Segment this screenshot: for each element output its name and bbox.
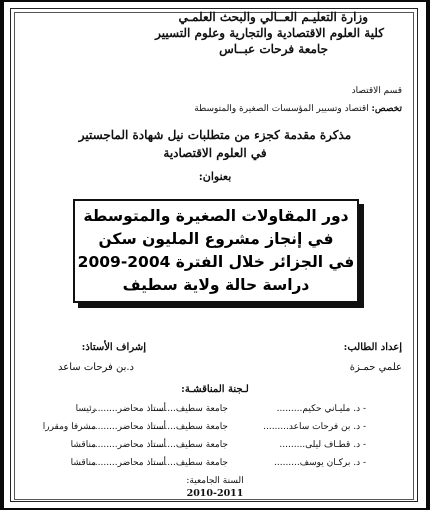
university-name: جامعة فرحات عبــاس (219, 42, 328, 56)
member-rank: أستاذ محاضر......... (91, 404, 166, 414)
department: قسم الاقتصاد (351, 86, 402, 96)
student-name: علمي حمـزة (349, 362, 402, 373)
academic-year: 2010-2011 (186, 488, 244, 499)
member-role: مناقشا (70, 440, 96, 450)
thesis-title-box (73, 199, 359, 303)
academic-year-label: السنة الجامعية: (186, 476, 244, 486)
committee-heading: لـجنة المناقشـة: (181, 384, 249, 395)
member-role: رئيسا (75, 404, 96, 414)
student-label: إعداد الطالب: (343, 342, 402, 353)
title-line-4: دراسة حالة ولاية سطيف (122, 276, 310, 294)
committee-member (28, 440, 366, 456)
document-page (4, 2, 426, 508)
supervisor-label: إشراف الأستاذ: (81, 342, 146, 353)
member-role: مناقشا (70, 458, 96, 468)
member-rank: أستاذ محاضر......... (91, 440, 166, 450)
specialization-row (194, 104, 402, 114)
member-name: - د. مليـاني حكيم......... (276, 404, 366, 414)
specialization-value: اقتصاد وتسيير المؤسسات الصغيرة والمتوسطة (194, 104, 369, 114)
member-name: - د. قطـاف ليلى......... (279, 440, 366, 450)
specialization-label: تخصص: (371, 104, 402, 114)
member-name: - د. بن فرحات ساعد......... (263, 422, 366, 432)
title-line-1: دور المقاولات الصغيرة والمتوسطة (83, 207, 349, 225)
memo-line-2: في العلوم الاقتصادية (163, 146, 267, 160)
member-rank: أستاذ محاضر......... (91, 422, 166, 432)
member-university: جامعة سطيف......... (150, 404, 228, 414)
member-university: جامعة سطيف......... (150, 440, 228, 450)
member-role: مشرفا ومقررا (42, 422, 96, 432)
supervisor-name: د.بن فرحات ساعد (58, 362, 134, 373)
committee-member (28, 422, 366, 438)
committee-member (28, 404, 366, 420)
member-university: جامعة سطيف......... (150, 458, 228, 468)
titled-label: بعنوان: (198, 170, 232, 183)
faculty-name: كلية العلوم الاقتصادية والتجارية وعلوم التسيير (155, 26, 384, 40)
member-university: جامعة سطيف......... (150, 422, 228, 432)
member-rank: أستاذ محاضر......... (91, 458, 166, 468)
title-line-2: في إنجاز مشروع المليون سكن (98, 230, 334, 248)
memo-line-1: مذكرة مقدمة كجزء من متطلبات نيل شهادة الماجستير (78, 128, 352, 142)
ministry-name: وزارة التعليـم العــالي والبحث العلمـي (178, 10, 368, 24)
title-line-3: في الجزائر خلال الفترة 2004-2009 (77, 253, 355, 271)
committee-member (28, 458, 366, 474)
member-name: - د. بركـان يوسف......... (274, 458, 366, 468)
